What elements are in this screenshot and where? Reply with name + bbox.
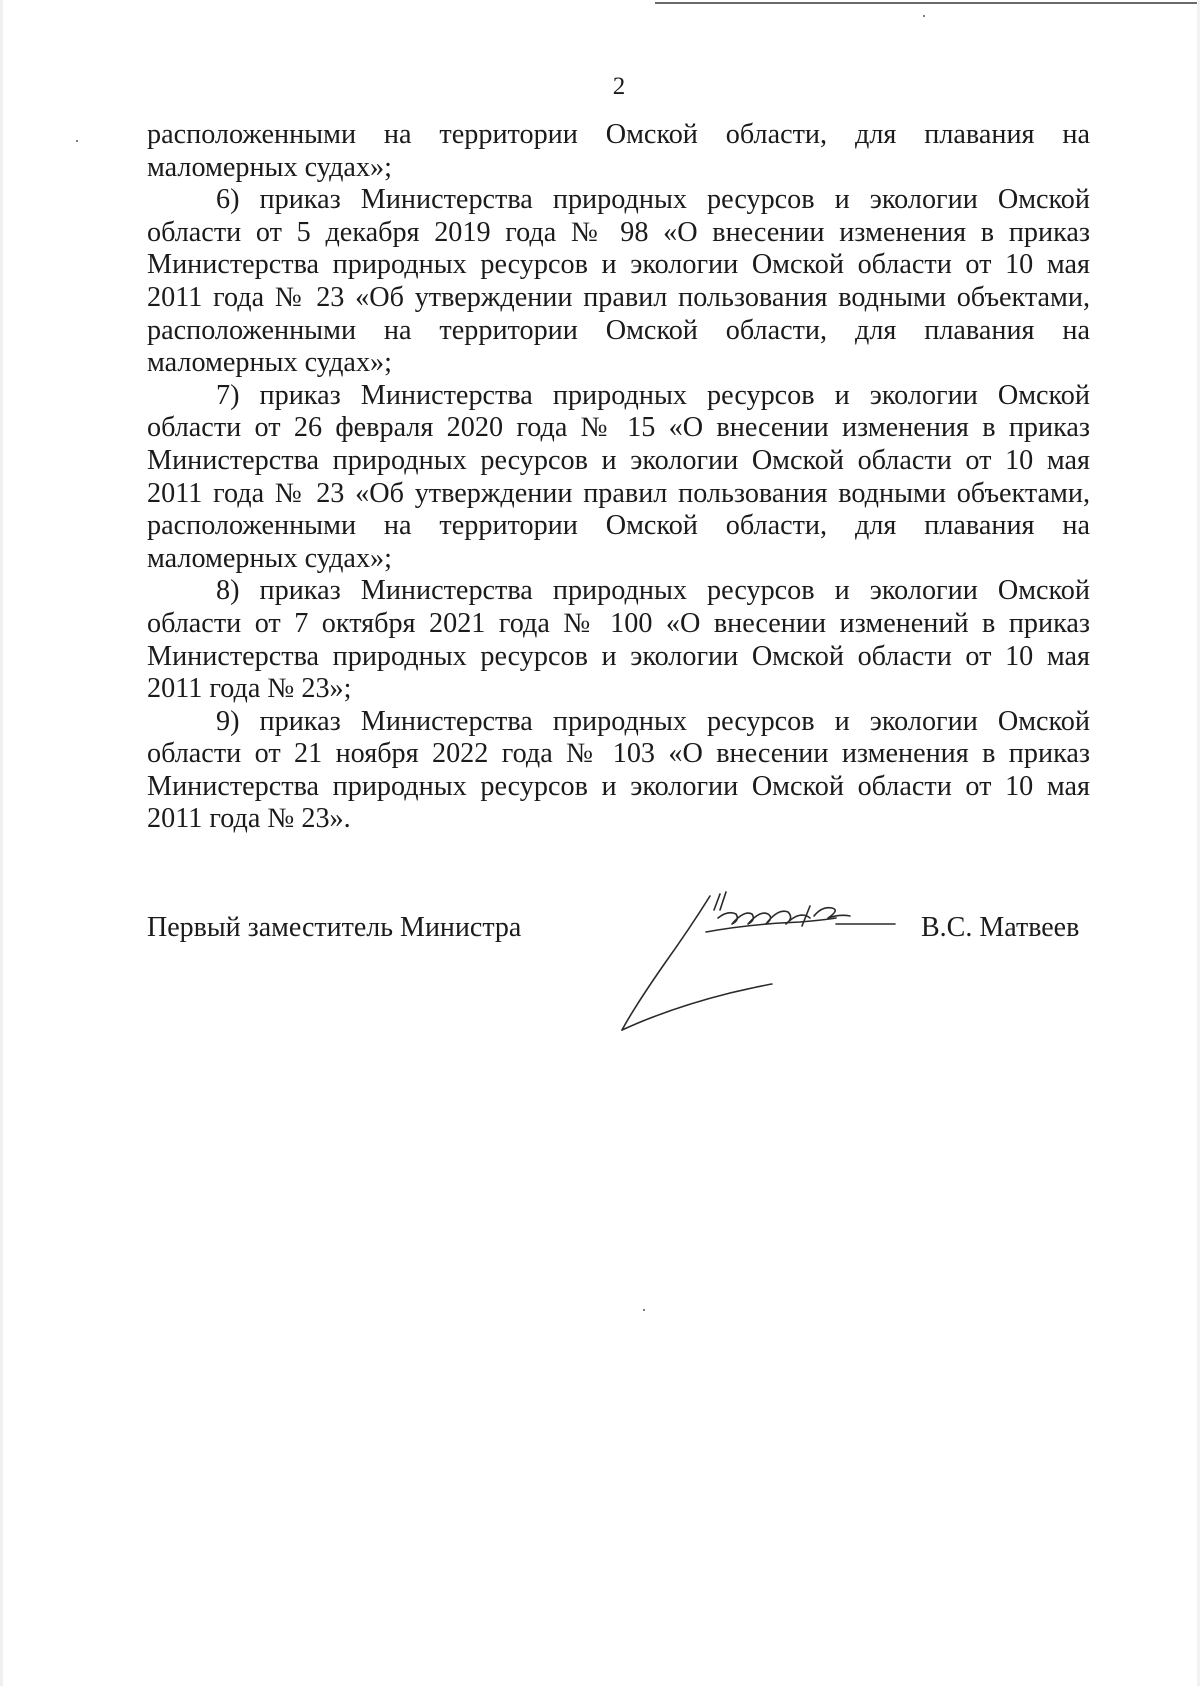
scan-border-line [655, 2, 1200, 4]
paragraph-item-7: 7) приказ Министерства природных ресурсов и экологии Омской области от 26 февраля 2020 года № 15 «О внесении изменения в приказ Министерства природных ресурсов и экологии Омской области от 10 мая 2011 года № 23 «Об утверждении правил пользования водными объектами, расположенными на территории Омской области, для плавания на маломерных судах»; [147, 379, 1090, 574]
signer-name: В.С. Матвеев [921, 912, 1080, 943]
scan-speck [76, 140, 78, 142]
paragraph-item-9: 9) приказ Министерства природных ресурсов и экологии Омской области от 21 ноября 2022 года № 103 «О внесении изменения в приказ Министерства природных ресурсов и экологии Омской области от 10 мая 2011 года № 23». [147, 705, 1090, 835]
scan-left-edge [0, 0, 3, 1686]
signer-title: Первый заместитель Министра [147, 912, 522, 943]
paragraph-item-8: 8) приказ Министерства природных ресурсов и экологии Омской области от 7 октября 2021 года № 100 «О внесении изменений в приказ Министерства природных ресурсов и экологии Омской области от 10 мая 2011 года № 23»; [147, 575, 1090, 705]
scan-speck [923, 15, 925, 17]
document-body [147, 119, 1090, 836]
handwritten-signature [610, 888, 930, 1038]
paragraph-item-6: 6) приказ Министерства природных ресурсов и экологии Омской области от 5 декабря 2019 года № 98 «О внесении изменения в приказ Министерства природных ресурсов и экологии Омской области от 10 мая 2011 года № 23 «Об утверждении правил пользования водными объектами, расположенными на территории Омской области, для плавания на маломерных судах»; [147, 184, 1090, 379]
page-number: 2 [612, 73, 626, 100]
scan-speck [643, 1309, 645, 1311]
paragraph-continuation: расположенными на территории Омской области, для плавания на маломерных судах»; [147, 119, 1090, 183]
